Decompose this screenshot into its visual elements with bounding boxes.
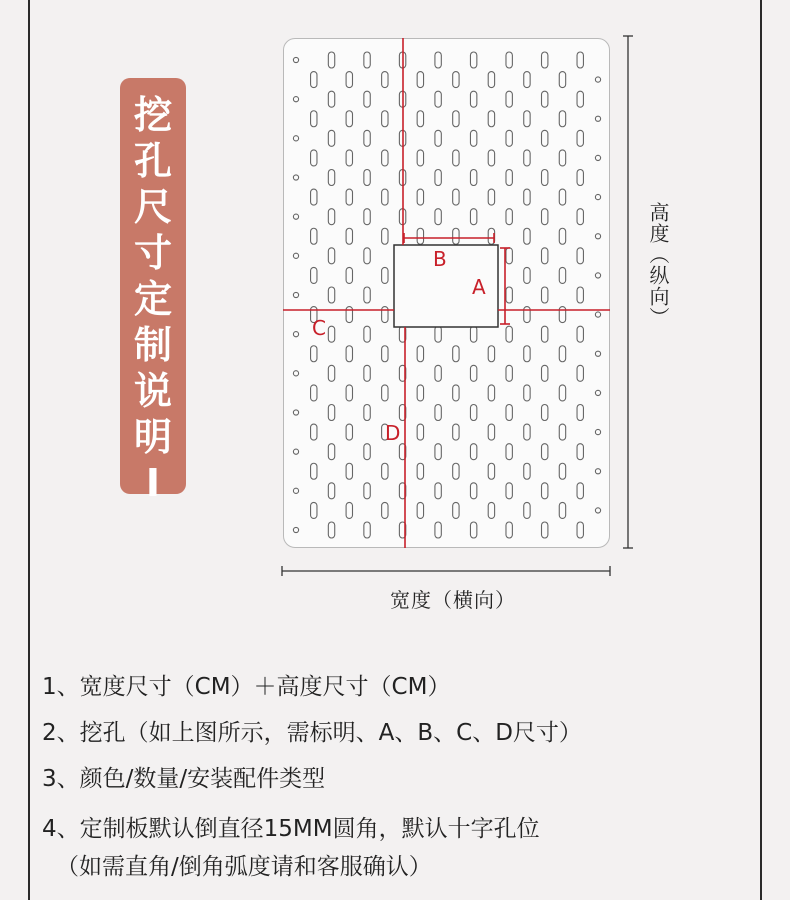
- peg-hole: [542, 405, 548, 421]
- peg-hole: [293, 410, 298, 415]
- peg-hole: [453, 228, 459, 244]
- peg-hole: [470, 444, 476, 460]
- peg-hole: [346, 307, 352, 323]
- peg-hole: [577, 91, 583, 107]
- peg-hole: [435, 483, 441, 499]
- peg-hole: [435, 365, 441, 381]
- peg-hole: [488, 502, 494, 518]
- peg-hole: [382, 228, 388, 244]
- peg-hole: [364, 248, 370, 264]
- peg-hole: [382, 267, 388, 283]
- peg-hole: [328, 405, 334, 421]
- peg-hole: [417, 385, 423, 401]
- side-title-char: I: [145, 461, 161, 505]
- peg-hole: [346, 385, 352, 401]
- peg-hole: [506, 326, 512, 342]
- instruction-item: （如需直角/倒角弧度请和客服确认）: [56, 854, 432, 880]
- peg-hole: [364, 326, 370, 342]
- peg-hole: [506, 365, 512, 381]
- peg-hole: [595, 194, 600, 199]
- peg-hole: [293, 332, 298, 337]
- peg-hole: [595, 508, 600, 513]
- peg-hole: [577, 405, 583, 421]
- peg-hole: [435, 522, 441, 538]
- peg-hole: [524, 463, 530, 479]
- peg-hole: [559, 385, 565, 401]
- peg-hole: [328, 522, 334, 538]
- peg-hole: [559, 267, 565, 283]
- peg-hole: [417, 189, 423, 205]
- peg-hole: [470, 483, 476, 499]
- peg-hole: [382, 150, 388, 166]
- peg-hole: [328, 444, 334, 460]
- peg-hole: [524, 424, 530, 440]
- peg-hole: [435, 405, 441, 421]
- peg-hole: [559, 111, 565, 127]
- peg-hole: [311, 385, 317, 401]
- peg-hole: [417, 346, 423, 362]
- peg-hole: [488, 72, 494, 88]
- peg-hole: [346, 189, 352, 205]
- peg-hole: [293, 449, 298, 454]
- peg-hole: [524, 189, 530, 205]
- peg-hole: [293, 371, 298, 376]
- peg-hole: [488, 463, 494, 479]
- peg-hole: [311, 463, 317, 479]
- peg-hole: [453, 463, 459, 479]
- peg-hole: [524, 72, 530, 88]
- peg-hole: [470, 91, 476, 107]
- peg-hole: [595, 390, 600, 395]
- peg-hole: [382, 72, 388, 88]
- peg-hole: [595, 429, 600, 434]
- peg-hole: [559, 228, 565, 244]
- peg-hole: [293, 57, 298, 62]
- peg-hole: [595, 312, 600, 317]
- instruction-item: 4、定制板默认倒直径15MM圆角，默认十字孔位: [42, 816, 540, 842]
- side-title-char: 寸: [133, 231, 172, 275]
- peg-hole: [542, 326, 548, 342]
- peg-hole: [453, 502, 459, 518]
- peg-hole: [311, 502, 317, 518]
- peg-hole: [435, 130, 441, 146]
- peg-hole: [328, 287, 334, 303]
- peg-hole: [506, 444, 512, 460]
- peg-hole: [595, 116, 600, 121]
- label-a: A: [472, 275, 486, 299]
- peg-hole: [577, 483, 583, 499]
- peg-hole: [417, 228, 423, 244]
- peg-hole: [328, 248, 334, 264]
- peg-hole: [382, 463, 388, 479]
- peg-hole: [595, 351, 600, 356]
- peg-hole: [524, 267, 530, 283]
- peg-hole: [417, 424, 423, 440]
- peg-hole: [577, 130, 583, 146]
- peg-hole: [595, 469, 600, 474]
- peg-hole: [488, 150, 494, 166]
- peg-hole: [559, 424, 565, 440]
- peg-hole: [346, 346, 352, 362]
- peg-hole: [293, 175, 298, 180]
- peg-hole: [577, 326, 583, 342]
- peg-hole: [524, 385, 530, 401]
- peg-hole: [595, 155, 600, 160]
- peg-hole: [577, 287, 583, 303]
- side-title-char: 定: [133, 277, 172, 321]
- peg-hole: [577, 52, 583, 68]
- peg-hole: [328, 170, 334, 186]
- peg-hole: [506, 52, 512, 68]
- peg-hole: [470, 170, 476, 186]
- peg-hole: [524, 307, 530, 323]
- peg-hole: [577, 444, 583, 460]
- side-title-char: 说: [133, 369, 172, 413]
- peg-hole: [311, 150, 317, 166]
- peg-hole: [506, 170, 512, 186]
- peg-hole: [435, 91, 441, 107]
- peg-hole: [364, 287, 370, 303]
- peg-hole: [293, 527, 298, 532]
- peg-hole: [328, 326, 334, 342]
- peg-hole: [559, 189, 565, 205]
- peg-hole: [293, 136, 298, 141]
- peg-hole: [417, 463, 423, 479]
- peg-hole: [311, 346, 317, 362]
- peg-hole: [417, 502, 423, 518]
- peg-hole: [488, 346, 494, 362]
- peg-hole: [577, 522, 583, 538]
- peg-hole: [595, 273, 600, 278]
- peg-hole: [506, 287, 512, 303]
- peg-hole: [559, 346, 565, 362]
- peg-hole: [488, 385, 494, 401]
- peg-hole: [435, 170, 441, 186]
- label-d: D: [385, 421, 401, 445]
- peg-hole: [453, 385, 459, 401]
- peg-hole: [488, 189, 494, 205]
- peg-hole: [542, 209, 548, 225]
- peg-hole: [311, 267, 317, 283]
- peg-hole: [559, 307, 565, 323]
- peg-hole: [506, 405, 512, 421]
- peg-hole: [542, 287, 548, 303]
- side-title-char: 制: [133, 323, 172, 367]
- peg-hole: [470, 522, 476, 538]
- peg-hole: [524, 228, 530, 244]
- peg-hole: [382, 385, 388, 401]
- label-c: C: [312, 316, 326, 340]
- peg-hole: [453, 189, 459, 205]
- peg-hole: [417, 150, 423, 166]
- peg-hole: [506, 91, 512, 107]
- peg-hole: [328, 91, 334, 107]
- peg-hole: [364, 483, 370, 499]
- peg-hole: [364, 91, 370, 107]
- peg-hole: [346, 463, 352, 479]
- peg-hole: [453, 72, 459, 88]
- peg-hole: [542, 444, 548, 460]
- peg-hole: [542, 130, 548, 146]
- peg-hole: [382, 307, 388, 323]
- side-title-char: 尺: [133, 185, 172, 229]
- peg-hole: [435, 444, 441, 460]
- peg-hole: [346, 502, 352, 518]
- peg-hole: [382, 346, 388, 362]
- peg-hole: [346, 111, 352, 127]
- peg-hole: [311, 111, 317, 127]
- peg-hole: [577, 209, 583, 225]
- peg-hole: [524, 111, 530, 127]
- peg-hole: [524, 502, 530, 518]
- peg-hole: [470, 365, 476, 381]
- peg-hole: [364, 444, 370, 460]
- label-b: B: [433, 247, 447, 271]
- peg-hole: [346, 72, 352, 88]
- peg-hole: [542, 365, 548, 381]
- peg-hole: [559, 150, 565, 166]
- peg-hole: [293, 253, 298, 258]
- peg-hole: [364, 130, 370, 146]
- peg-hole: [488, 424, 494, 440]
- peg-hole: [577, 170, 583, 186]
- peg-hole: [328, 365, 334, 381]
- peg-hole: [524, 150, 530, 166]
- peg-hole: [364, 209, 370, 225]
- peg-hole: [364, 170, 370, 186]
- peg-hole: [346, 228, 352, 244]
- peg-hole: [364, 52, 370, 68]
- instruction-item: 1、宽度尺寸（CM）＋高度尺寸（CM）: [42, 674, 451, 700]
- peg-hole: [328, 483, 334, 499]
- peg-hole: [506, 130, 512, 146]
- peg-hole: [293, 97, 298, 102]
- peg-hole: [346, 150, 352, 166]
- peg-hole: [542, 52, 548, 68]
- peg-hole: [435, 209, 441, 225]
- peg-hole: [293, 292, 298, 297]
- peg-hole: [311, 424, 317, 440]
- peg-hole: [453, 111, 459, 127]
- height-label: 高度（纵向）: [646, 202, 670, 328]
- peg-hole: [311, 72, 317, 88]
- peg-hole: [470, 405, 476, 421]
- peg-hole: [542, 248, 548, 264]
- peg-hole: [346, 267, 352, 283]
- peg-hole: [311, 228, 317, 244]
- width-label: 宽度（横向）: [390, 588, 516, 612]
- peg-hole: [382, 189, 388, 205]
- peg-hole: [488, 111, 494, 127]
- peg-hole: [542, 522, 548, 538]
- peg-hole: [417, 111, 423, 127]
- peg-hole: [470, 52, 476, 68]
- peg-hole: [328, 130, 334, 146]
- peg-hole: [364, 522, 370, 538]
- peg-hole: [542, 91, 548, 107]
- peg-hole: [595, 77, 600, 82]
- instruction-item: 3、颜色/数量/安装配件类型: [42, 766, 326, 792]
- peg-hole: [382, 502, 388, 518]
- peg-hole: [364, 365, 370, 381]
- peg-hole: [559, 502, 565, 518]
- peg-hole: [559, 72, 565, 88]
- peg-hole: [470, 130, 476, 146]
- peg-hole: [506, 209, 512, 225]
- peg-hole: [293, 488, 298, 493]
- peg-hole: [542, 170, 548, 186]
- peg-hole: [328, 209, 334, 225]
- side-title-char: 挖: [133, 93, 172, 137]
- peg-hole: [506, 522, 512, 538]
- peg-hole: [559, 463, 565, 479]
- peg-hole: [382, 111, 388, 127]
- peg-hole: [346, 424, 352, 440]
- peg-hole: [435, 326, 441, 342]
- side-title-char: 明: [133, 415, 172, 459]
- peg-hole: [577, 248, 583, 264]
- peg-hole: [453, 346, 459, 362]
- peg-hole: [577, 365, 583, 381]
- peg-hole: [506, 248, 512, 264]
- peg-hole: [328, 52, 334, 68]
- peg-hole: [435, 52, 441, 68]
- peg-hole: [470, 209, 476, 225]
- peg-hole: [453, 424, 459, 440]
- instruction-item: 2、挖孔（如上图所示，需标明、A、B、C、D尺寸）: [42, 720, 582, 746]
- peg-hole: [595, 234, 600, 239]
- side-title-char: 孔: [133, 139, 172, 183]
- peg-hole: [453, 150, 459, 166]
- instruction-list: [42, 664, 762, 890]
- peg-hole: [506, 483, 512, 499]
- peg-hole: [417, 72, 423, 88]
- peg-hole: [542, 483, 548, 499]
- peg-hole: [470, 326, 476, 342]
- peg-hole: [524, 346, 530, 362]
- peg-hole: [293, 214, 298, 219]
- peg-hole: [364, 405, 370, 421]
- peg-hole: [311, 189, 317, 205]
